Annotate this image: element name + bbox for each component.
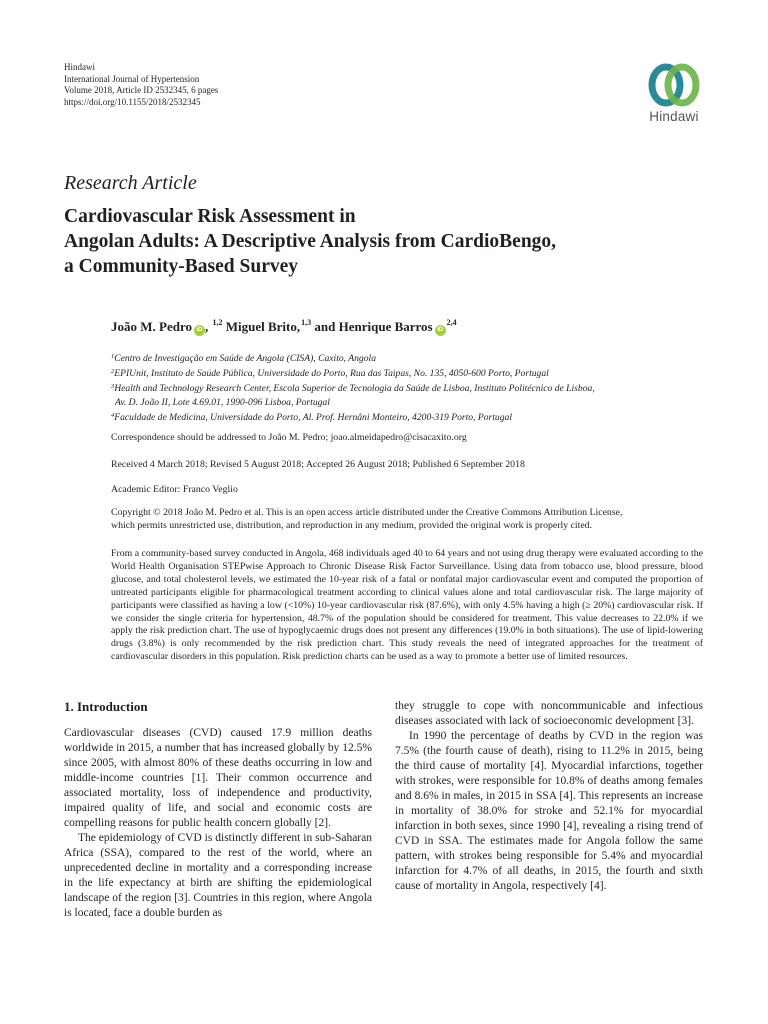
affiliation-item <box>111 365 595 380</box>
body-paragraph: they struggle to cope with noncommunicable and infectious diseases associated with lack of socioeconomic development [3]. <box>395 700 703 727</box>
affiliation-num: 1 <box>111 353 115 360</box>
copyright-notice <box>111 506 622 533</box>
academic-editor: Academic Editor: Franco Veglio <box>111 484 238 495</box>
abstract-text: From a community-based survey conducted in Angola, 468 individuals aged 40 to 64 years and not using drug therapy were evaluated according to the World Health Organisation STEPwise Approach to Chronic Disease Risk Factor Surveillance. Using data from tobacco use, blood pressure, blood glucose, and total cholesterol levels, we estimated the 10-year risk of a fatal or nonfatal major cardiovascular event and computed the proportion of untreated participants eligible for pharmacological treatment according to clinical values alone and total cardiovascular risk. The large majority of participants were classified as having a low (<10%) 10-year cardiovascular risk (87.6%), with only 4.5% having a high (≥ 20%) cardiovascular risk. If we consider the single criteria for hypertension, 48.7% of the population should be considered for treatment. This value decreases to 22.0% if we apply the risk prediction chart. The use of hypoglycaemic drugs does not present any differences (19.0% in both situations). The use of lipid-lowering drugs (3.8%) is only recommended by the risk prediction chart. This study reveals the need of integrated approaches for the treatment of cardiovascular disorders in this population. Risk prediction charts can be used as a way to promote a better use of limited resources. <box>111 548 703 663</box>
author-sep: and <box>311 319 339 334</box>
affiliation-text: Av. D. João II, Lote 4.69.01, 1990-096 Lisboa, Portugal <box>115 396 330 408</box>
affiliation-num: 4 <box>111 411 115 419</box>
title-line: a Community-Based Survey <box>64 256 299 277</box>
title-line: Angolan Adults: A Descriptive Analysis from CardioBengo, <box>64 231 557 252</box>
abstract <box>111 548 703 664</box>
affiliation-item <box>111 380 595 395</box>
orcid-icon[interactable]: iD <box>194 325 205 336</box>
author-name[interactable]: Miguel Brito, <box>225 319 301 334</box>
affiliation-text: EPIUnit, Instituto de Saúde Pública, Universidade do Porto, Rua das Taipas, No. 135, 4050-600 Porto, Portugal <box>114 368 549 380</box>
author-name[interactable]: Henrique Barros <box>338 319 433 334</box>
affiliation-num: 3 <box>111 383 115 391</box>
publication-dates: Received 4 March 2018; Revised 5 August 2018; Accepted 26 August 2018; Published 6 September 2018 <box>111 459 525 470</box>
author-sep: , <box>205 319 212 334</box>
section-heading: 1. Introduction <box>64 699 148 714</box>
body-paragraph: In 1990 the percentage of deaths by CVD in the region was 7.5% (the fourth cause of death), rising to 11.2% in 2015, being the third cause of mortality [4]. Myocardial infarctions, together with strokes, were responsible for 10.8% of deaths among females and 8.6% in males, in 2015 in SSA [4]. This represents an increase in mortality of 38.0% for stroke and 52.1% for myocardial infarction in both sexes, since 1990 [4], revealing a rising trend of CVD in SSA. The estimates made for Angola follow the same pattern, with strokes being responsible for 5.4% and myocardial infarction for 4.7% of all deaths, in 2015, the fourth and sixth cause of mortality in Angola, respectively [4]. <box>395 730 703 892</box>
body-column-right <box>395 699 703 894</box>
title-line: Cardiovascular Risk Assessment in <box>64 206 356 227</box>
author-affil-sup: 1,3 <box>301 318 312 327</box>
body-paragraph: The epidemiology of CVD is distinctly different in sub-Saharan Africa (SSA), compared to the rest of the world, where an unprecedented decline in mortality and a corresponding increase in the life expectancy at birth are shifting the epidemiological landscape of the region [3]. Countries in this region, where Angola is located, face a double burden as <box>64 832 372 919</box>
affiliation-text: Faculdade de Medicina, Universidade do Porto, Al. Prof. Hernâni Monteiro, 4200-319 Porto, Portugal <box>114 411 512 423</box>
hindawi-logo-icon <box>647 62 701 108</box>
copyright-line: which permits unrestricted use, distribution, and reproduction in any medium, provided the original work is properly cited. <box>111 520 593 532</box>
affiliation-item <box>111 350 595 365</box>
body-column-left <box>64 699 372 921</box>
correspondence: Correspondence should be addressed to João M. Pedro; joao.almeidapedro@cisacaxito.org <box>111 432 467 443</box>
publication-info <box>64 62 218 108</box>
hindawi-logo <box>636 62 712 132</box>
affiliation-item <box>111 409 595 424</box>
body-paragraph: Cardiovascular diseases (CVD) caused 17.9 million deaths worldwide in 2015, a number that has increased globally by 12.5% since 2005, with almost 80% of these deaths occurring in low and middle-income countries [1]. Their common occurrence and associated mortality, loss of independence and productivity, impaired quality of life, and social and economic costs are compelling reasons for public health concern globally [2]. <box>64 727 372 829</box>
affiliations <box>111 350 595 424</box>
affiliation-item <box>111 396 595 409</box>
author-affil-sup: 1,2 <box>212 318 223 327</box>
journal-name: International Journal of Hypertension <box>64 73 200 84</box>
author-list <box>111 318 457 336</box>
author-name[interactable]: João M. Pedro <box>111 319 192 334</box>
copyright-line: Copyright © 2018 João M. Pedro et al. This is an open access article distributed under the Creative Commons Attribution License, <box>111 507 623 518</box>
hindawi-logo-text: Hindawi <box>649 109 699 124</box>
publisher-name: Hindawi <box>64 62 95 72</box>
volume-info: Volume 2018, Article ID 2532345, 6 pages <box>64 85 219 96</box>
doi-link[interactable]: https://doi.org/10.1155/2018/2532345 <box>64 96 201 107</box>
affiliation-num: 2 <box>111 368 115 376</box>
article-type: Research Article <box>64 172 197 194</box>
article-title <box>64 204 724 279</box>
affiliation-text: Centro de Investigação em Saúde de Angola (CISA), Caxito, Angola <box>114 353 376 364</box>
author-affil-sup: 2,4 <box>446 318 457 327</box>
affiliation-text: Health and Technology Research Center, Escola Superior de Tecnologia da Saúde de Lisboa, Instituto Politécnico de Lisboa, <box>114 383 595 395</box>
orcid-icon[interactable]: iD <box>435 325 446 336</box>
